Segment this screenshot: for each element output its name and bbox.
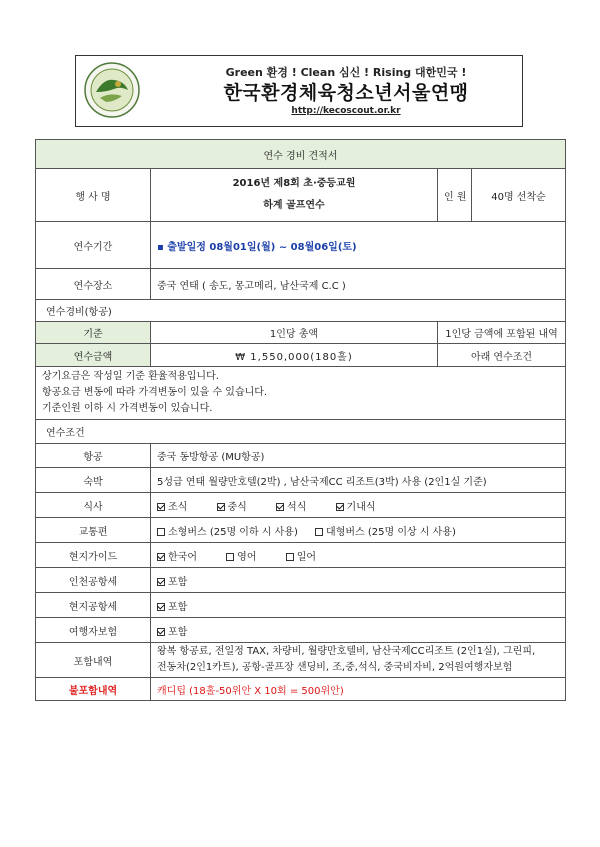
- includes-label: 포함내역: [36, 643, 151, 678]
- checked-box-icon[interactable]: [336, 503, 344, 511]
- document-title: 연수 경비 견적서: [36, 140, 566, 169]
- insurance-label: 여행자보험: [36, 618, 151, 643]
- unchecked-box-icon[interactable]: [315, 528, 323, 536]
- event-label: 행 사 명: [36, 169, 151, 222]
- basis-value: 1인당 총액: [151, 322, 438, 344]
- event-name-line1: 2016년 제8회 초·중등교원: [232, 178, 356, 189]
- checked-box-icon[interactable]: [217, 503, 225, 511]
- place-value: 중국 연태 ( 송도, 몽고메리, 남산국제 C.C ): [151, 269, 566, 300]
- period-label: 연수기간: [36, 222, 151, 269]
- cost-section-title: 연수경비(항공): [36, 300, 566, 322]
- meals-options: [151, 493, 566, 518]
- includes-line1: 왕복 항공료, 전일정 TAX, 차량비, 월량만호텔비, 남산국제CC리조트 (2인1실), 그린피,: [157, 646, 536, 657]
- notes: [36, 367, 566, 420]
- checked-box-icon[interactable]: [157, 628, 165, 636]
- insurance-value[interactable]: 포함: [151, 618, 566, 643]
- transport-option-small-bus[interactable]: 소형버스 (25명 이하 시 사용): [157, 523, 298, 538]
- amount-note: 아래 연수조건: [438, 344, 566, 367]
- airline-value: 중국 동방항공 (MU항공): [151, 444, 566, 468]
- incheon-tax-value[interactable]: 포함: [151, 568, 566, 593]
- basis-note: 1인당 금액에 포함된 내역: [438, 322, 566, 344]
- letterhead: [75, 55, 523, 127]
- transport-options: [151, 518, 566, 543]
- amount-value: ₩ 1,550,000(180홀): [151, 344, 438, 367]
- meal-option-lunch[interactable]: 중식: [217, 498, 247, 513]
- amount-label: 연수금액: [36, 344, 151, 367]
- checked-box-icon[interactable]: [157, 578, 165, 586]
- checked-box-icon[interactable]: [276, 503, 284, 511]
- meal-option-dinner[interactable]: 석식: [276, 498, 306, 513]
- unchecked-box-icon[interactable]: [286, 553, 294, 561]
- place-label: 연수장소: [36, 269, 151, 300]
- meal-option-breakfast[interactable]: 조식: [157, 498, 187, 513]
- meals-label: 식사: [36, 493, 151, 518]
- guide-options: [151, 543, 566, 568]
- event-name-line2: 하계 골프연수: [263, 200, 325, 211]
- transport-label: 교통편: [36, 518, 151, 543]
- local-tax-label: 현지공항세: [36, 593, 151, 618]
- guide-label: 현지가이드: [36, 543, 151, 568]
- period-value: ▪ 출발일정 08월01일(월) ~ 08월06일(토): [151, 222, 566, 269]
- checked-box-icon[interactable]: [157, 503, 165, 511]
- excludes-label: 불포함내역: [36, 678, 151, 701]
- unchecked-box-icon[interactable]: [157, 528, 165, 536]
- note-line: 기준인원 이하 시 가격변동이 있습니다.: [42, 403, 213, 414]
- guide-option-english[interactable]: 영어: [226, 548, 256, 563]
- conditions-section-title: 연수조건: [36, 420, 566, 444]
- meal-option-inflight[interactable]: 기내식: [336, 498, 376, 513]
- transport-option-large-bus[interactable]: 대형버스 (25명 이상 시 사용): [315, 523, 456, 538]
- note-line: 항공요금 변동에 따라 가격변동이 있을 수 있습니다.: [42, 387, 268, 398]
- slogan: Green 환경 ! Clean 심신 ! Rising 대한민국 !: [225, 66, 467, 79]
- includes-value: [151, 643, 566, 678]
- event-name: [151, 169, 438, 222]
- hotel-label: 숙박: [36, 468, 151, 493]
- includes-line2: 전동차(2인1카트), 공항-골프장 샌딩비, 조,중,석식, 중국비자비, 2억원여행자보험: [157, 662, 513, 673]
- people-value: 40명 선착순: [472, 169, 566, 222]
- hotel-value: 5성급 연태 월량만호텔(2박) , 남산국제CC 리조트(3박) 사용 (2인1실 기준): [151, 468, 566, 493]
- airline-label: 항공: [36, 444, 151, 468]
- federation-logo-icon: [84, 62, 140, 118]
- organization-name: 한국환경체육청소년서울연맹: [223, 82, 469, 104]
- checked-box-icon[interactable]: [157, 553, 165, 561]
- guide-option-japanese[interactable]: 일어: [286, 548, 316, 563]
- note-line: 상기요금은 작성일 기준 환율적용입니다.: [42, 371, 219, 382]
- people-label: 인 원: [438, 169, 472, 222]
- excludes-value: 캐디팁 (18홀-50위안 X 10회 = 500위안): [151, 678, 566, 701]
- guide-option-korean[interactable]: 한국어: [157, 548, 197, 563]
- local-tax-value[interactable]: 포함: [151, 593, 566, 618]
- website-link[interactable]: http://kecoscout.or.kr: [291, 106, 401, 116]
- incheon-tax-label: 인천공항세: [36, 568, 151, 593]
- basis-label: 기준: [36, 322, 151, 344]
- unchecked-box-icon[interactable]: [226, 553, 234, 561]
- estimate-table: [35, 139, 566, 701]
- checked-box-icon[interactable]: [157, 603, 165, 611]
